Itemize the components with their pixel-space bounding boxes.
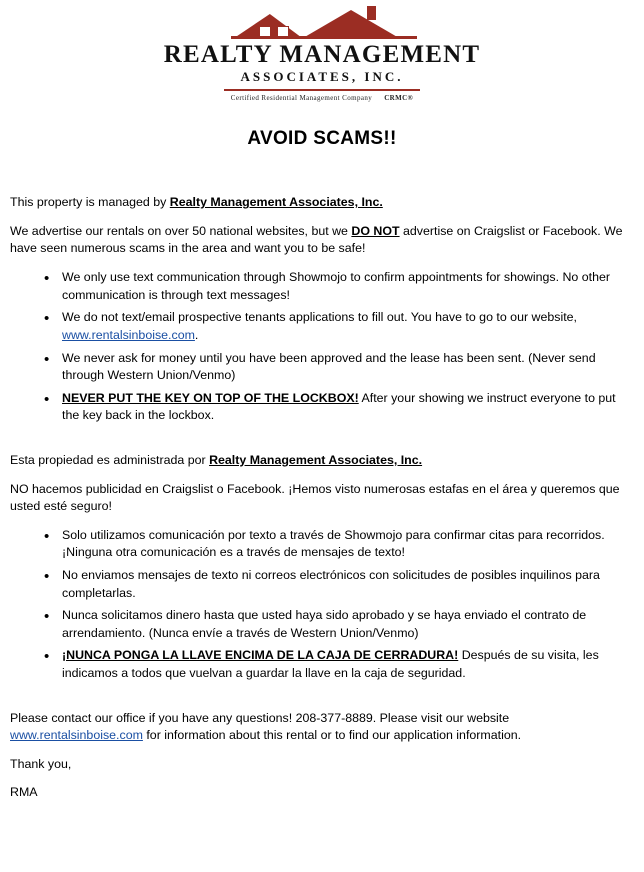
roof-right-shape <box>303 10 399 38</box>
contact-suffix-text: for information about this rental or to find our application information. <box>142 728 522 743</box>
english-company-name: Realty Management Associates, Inc. <box>169 195 383 210</box>
english-bullet-2-suffix: . <box>194 327 199 342</box>
english-advertising-paragraph <box>10 223 634 258</box>
english-lockbox-warning: NEVER PUT THE KEY ON TOP OF THE LOCKBOX! <box>62 390 359 405</box>
english-bullet-3-text: We never ask for money until you have been approved and the lease has been sent. (Never send through Western Union/Venmo) <box>62 350 596 383</box>
english-bullet-1-text: We only use text communication through Showmojo to confirm appointments for showings. No other communication is through text messages! <box>62 270 610 302</box>
list-item <box>44 390 634 425</box>
section-spacer <box>10 430 634 452</box>
list-item <box>44 647 634 682</box>
company-logo <box>10 0 634 102</box>
footer-website-link[interactable]: www.rentalsinboise.com <box>10 728 143 743</box>
contact-paragraph <box>10 710 634 745</box>
spanish-intro-paragraph <box>10 452 634 470</box>
english-bullet-4-text: After your showing we instruct everyone to put the key back in the lockbox. <box>62 390 616 423</box>
english-intro-paragraph <box>10 194 634 212</box>
list-item <box>44 527 634 562</box>
english-intro-prefix: This property is managed by <box>10 195 170 210</box>
list-item <box>44 309 634 344</box>
english-donot-emphasis: DO NOT <box>351 223 400 238</box>
document-body <box>10 194 634 802</box>
signature-text: RMA <box>10 785 38 800</box>
list-item <box>44 350 634 385</box>
logo-fine-print <box>10 94 634 102</box>
spanish-lockbox-warning: ¡NUNCA PONGA LA LLAVE ENCIMA DE LA CAJA DE CERRADURA! <box>62 648 459 663</box>
spanish-bullet-3-text: Nunca solicitamos dinero hasta que usted haya sido aprobado y se haya enviado el contrato de arrendamiento. (Nunca envíe a través de Western Union/Venmo) <box>62 608 587 640</box>
house-roof-icon <box>217 6 427 40</box>
spanish-bullet-4-text: Después de su visita, les indicamos a todos que vuelvan a guardar la llave en la caja de seguridad. <box>62 648 599 681</box>
english-advertise-part1: We advertise our rentals on over 50 national websites, but we <box>10 223 352 238</box>
spanish-intro-prefix: Esta propiedad es administrada por <box>10 452 210 467</box>
logo-divider <box>224 89 420 91</box>
english-bullet-list <box>10 269 634 425</box>
english-bullet-2-text: We do not text/email prospective tenants applications to fill out. You have to go to our website, <box>62 310 577 325</box>
spanish-bullet-list <box>10 527 634 683</box>
english-advertise-part2: advertise on Craigslist or Facebook. We have seen numerous scams in the area and want you to be safe! <box>10 223 623 256</box>
logo-certification-text: Certified Residential Management Company <box>230 94 373 103</box>
thank-you-text: Thank you, <box>10 756 72 771</box>
contact-prefix-text: Please contact our office if you have any questions! 208-377-8889. Please visit our website <box>10 710 510 725</box>
section-spacer <box>10 688 634 710</box>
rentals-website-link[interactable]: www.rentalsinboise.com <box>62 327 195 342</box>
list-item <box>44 567 634 602</box>
spanish-bullet-1-text: Solo utilizamos comunicación por texto a través de Showmojo para confirmar citas para recorridos. ¡Ninguna otra comunicación es a través de mensajes de texto! <box>62 527 605 560</box>
page-title: AVOID SCAMS!! <box>247 128 397 150</box>
spanish-bullet-2-text: No enviamos mensajes de texto ni correos electrónicos con solicitudes de posibles inquilinos para completarlas. <box>62 568 600 600</box>
list-item <box>44 607 634 642</box>
logo-subtitle: ASSOCIATES, INC. <box>240 69 404 85</box>
spanish-advertising-paragraph: NO hacemos publicidad en Craigslist o Facebook. ¡Hemos visto numerosas estafas en el área y queremos que usted esté seguro! <box>10 481 620 514</box>
spanish-company-name: Realty Management Associates, Inc. <box>209 452 423 467</box>
logo-crmc-mark: CRMC® <box>384 94 414 103</box>
roof-base-line <box>231 36 417 39</box>
list-item <box>44 269 634 304</box>
logo-title: REALTY MANAGEMENT <box>163 41 481 68</box>
